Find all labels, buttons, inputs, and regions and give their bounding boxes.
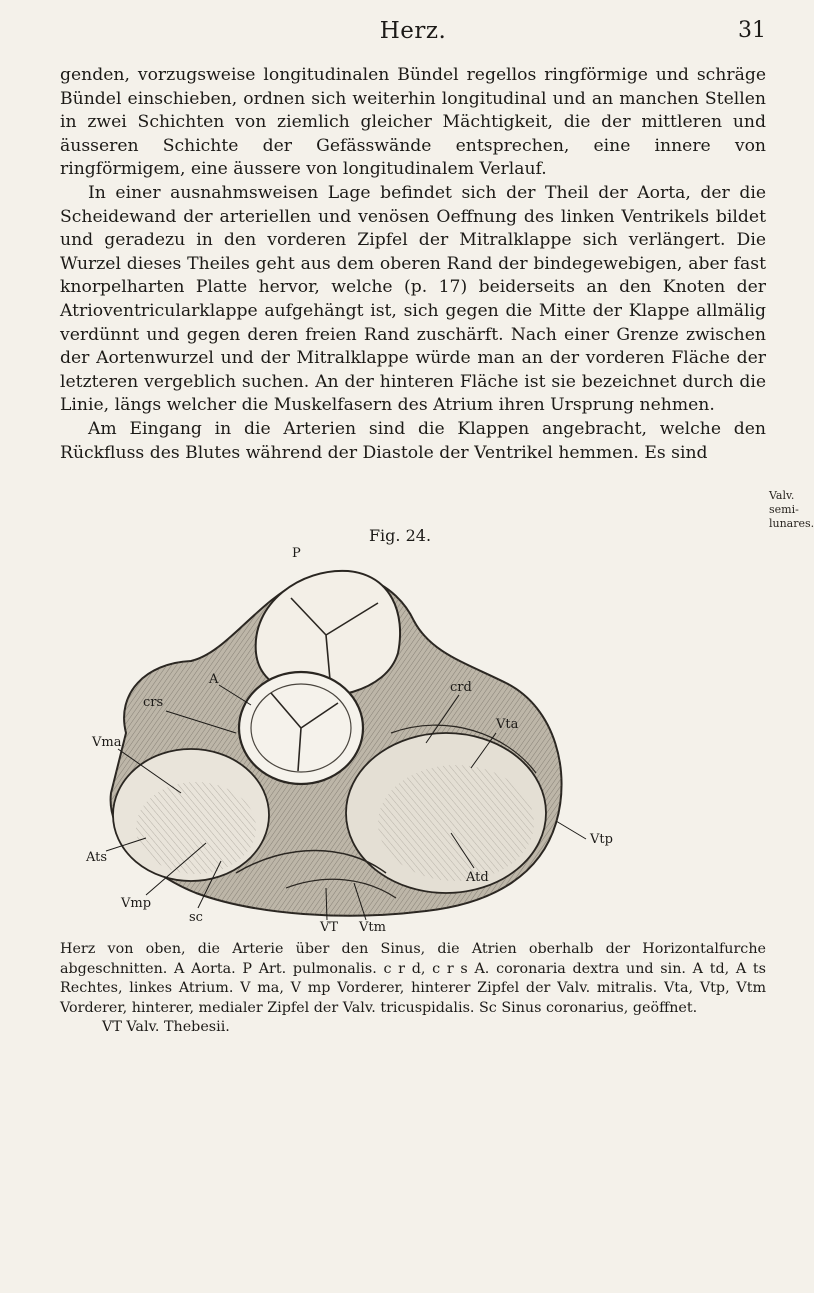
label-ats: Ats xyxy=(86,850,108,865)
label-vtm: Vtm xyxy=(359,920,386,935)
label-vmp: Vmp xyxy=(121,896,152,911)
left-atrium-shade xyxy=(136,782,256,874)
caption-text: Herz von oben, die Arterie über den Sinus, die Atrien oberhalb der Horizontalfurche abgeschnitten. A Aorta. P Art. pulmonalis. c r d, c r s A. coronaria dextra und sin. A td, A ts Rechtes, linkes Atrium. V ma, V mp Vorderer, hinterer Zipfel der Valv. mitralis. Vta, Vtp, Vtm Vorderer, hinterer, medialer Zipfel der Valv. tricuspidalis. Sc Sinus coronarius, geöffnet. xyxy=(60,941,766,1016)
caption-last-line: VT Valv. Thebesii. xyxy=(102,1019,230,1036)
page-header xyxy=(60,14,766,54)
margin-note xyxy=(769,489,814,531)
heart-figure xyxy=(86,543,646,933)
right-atrium-shade xyxy=(378,765,534,881)
paragraph-3: Am Eingang in die Arterien sind die Klappen angebracht, welche den Rückfluss des Blutes während der Diastole der Ventrikel hemmen. Es sind xyxy=(60,418,766,463)
label-vtp: Vtp xyxy=(590,832,613,847)
label-p: P xyxy=(292,546,301,561)
label-vt: VT xyxy=(320,920,339,935)
label-crd: crd xyxy=(450,680,472,695)
figure-title: Fig. 24. xyxy=(368,526,432,545)
paragraph-2: In einer ausnahmsweisen Lage befindet sich der Theil der Aorta, der die Scheidewand der arteriellen und venösen Oeffnung des linken Ventrikels bildet und geradezu in den vorderen Zipfel der Mitralklappe sich verlängert. Die Wurzel dieses Theiles geht aus dem oberen Rand der bindegewebigen, aber fast knorpelharten Platte hervor, welche (p. 17) beiderseits an den Knoten der Atrioventricularklappe aufgehängt ist, sich gegen die Mitte der Klappe allmälig verdünnt und gegen deren freien Rand zuschärft. Nach einer Grenze zwischen der Aortenwurzel und der Mitralklappe würde man an der vorderen Fläche der letzteren vergeblich suchen. An der hinteren Fläche ist sie bezeichnet durch die Linie, längs welcher die Muskelfasern des Atrium ihren Ursprung nehmen. xyxy=(60,182,766,416)
label-sc: sc xyxy=(189,910,203,925)
label-vma: Vma xyxy=(92,735,122,750)
label-a: A xyxy=(209,672,219,687)
body-text xyxy=(60,64,766,465)
margin-note-line-2: lunares. xyxy=(769,517,814,530)
running-title: Herz. xyxy=(379,18,447,44)
paragraph-1: genden, vorzugsweise longitudinalen Bündel regellos ringförmige und schräge Bündel einschieben, ordnen sich weiterhin longitudinal und an manchen Stellen in zwei Schichten von ziemlich gleicher Mächtigkeit, die der mittleren und äusseren Schichte der Gefässwände entsprechen, eine innere von ringförmigem, eine äussere von longitudinalem Verlauf. xyxy=(60,65,766,180)
page-number: 31 xyxy=(738,18,766,43)
figure-caption xyxy=(60,940,766,1038)
label-vta: Vta xyxy=(496,717,519,732)
margin-note-line-1: Valv. semi- xyxy=(769,489,799,516)
label-crs: crs xyxy=(143,695,164,710)
label-atd: Atd xyxy=(466,870,489,885)
heart-illustration xyxy=(86,543,646,933)
